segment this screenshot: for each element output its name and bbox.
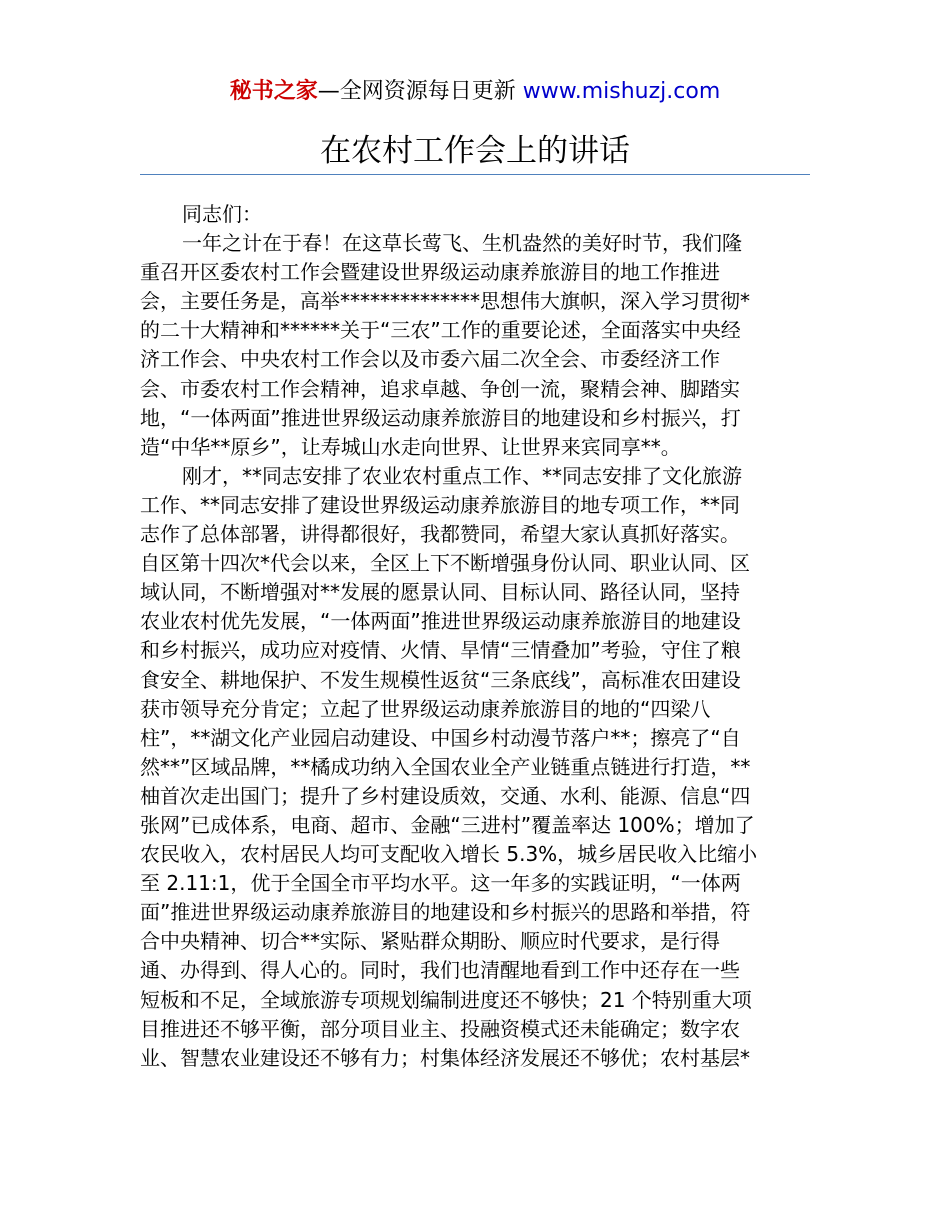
body-line: 重召开区委农村工作会暨建设世界级运动康养旅游目的地工作推进 [140, 260, 720, 285]
body-line: 刚才，**同志安排了农业农村重点工作、**同志安排了文化旅游 [182, 463, 742, 488]
body-line: 业、智慧农业建设还不够有力；村集体经济发展还不够优；农村基层* [140, 1045, 750, 1070]
body-line: 的二十大精神和******关于“三农”工作的重要论述，全面落实中央经 [140, 318, 741, 343]
body-line: 面”推进世界级运动康养旅游目的地建设和乡村振兴的思路和举措，符 [140, 900, 751, 925]
body-line: 食安全、耕地保护、不发生规模性返贫“三条底线”，高标准农田建设 [140, 667, 741, 692]
body-line: 目推进还不够平衡，部分项目业主、投融资模式还未能确定；数字农 [140, 1016, 740, 1041]
body-line: 域认同，不断增强对**发展的愿景认同、目标认同、路径认同，坚持 [140, 580, 740, 605]
body-line: 获市领导充分肯定；立起了世界级运动康养旅游目的地的“四梁八 [140, 696, 711, 721]
body-line: 会，主要任务是，高举**************思想伟大旗帜，深入学习贯彻* [140, 289, 750, 314]
body-line: 自区第十四次*代会以来，全区上下不断增强身份认同、职业认同、区 [140, 551, 750, 576]
body-line: 一年之计在于春！在这草长莺飞、生机盎然的美好时节，我们隆 [182, 231, 742, 256]
body-line: 同志们： [182, 202, 262, 226]
body-line: 柱”，**湖文化产业园启动建设、中国乡村动漫节落户**；擦亮了“自 [140, 725, 741, 750]
site-url-link[interactable]: www.mishuzj.com [522, 79, 721, 104]
body-line: 农业农村优先发展，“一体两面”推进世界级运动康养旅游目的地建设 [140, 609, 741, 634]
body-line: 通、办得到、得人心的。同时，我们也清醒地看到工作中还存在一些 [140, 958, 740, 983]
document-body [140, 200, 812, 1073]
body-line: 志作了总体部署，讲得都很好，我都赞同，希望大家认真抓好落实。 [140, 522, 740, 547]
body-line: 农民收入，农村居民人均可支配收入增长 5.3%，城乡居民收入比缩小 [140, 842, 758, 867]
title-divider [140, 174, 810, 175]
body-line: 柚首次走出国门；提升了乡村建设质效，交通、水利、能源、信息“四 [140, 783, 751, 808]
body-line: 济工作会、中央农村工作会以及市委六届二次全会、市委经济工作 [140, 347, 720, 372]
body-line: 然**”区域品牌，**橘成功纳入全国农业全产业链重点链进行打造，** [140, 754, 751, 779]
document-title: 在农村工作会上的讲话 [320, 133, 630, 169]
body-line: 短板和不足，全域旅游专项规划编制进度还不够快；21 个特别重大项 [140, 987, 752, 1012]
body-line: 和乡村振兴，成功应对疫情、火情、旱情“三情叠加”考验，守住了粮 [140, 638, 741, 663]
banner-tagline: —全网资源每日更新 [317, 79, 523, 104]
body-line: 张网”已成体系，电商、超市、金融“三进村”覆盖率达 100%；增加了 [140, 812, 755, 837]
body-line: 至 2.11:1，优于全国全市平均水平。这一年多的实践证明，“一体两 [140, 871, 741, 896]
body-line: 工作、**同志安排了建设世界级运动康养旅游目的地专项工作，**同 [140, 492, 740, 517]
body-line: 合中央精神、切合**实际、紧贴群众期盼、顺应时代要求，是行得 [140, 929, 720, 954]
body-line: 地，“一体两面”推进世界级运动康养旅游目的地建设和乡村振兴，打 [140, 405, 741, 430]
body-line: 造“中华**原乡”，让寿城山水走向世界、让世界来宾同享**。 [140, 434, 681, 459]
body-line: 会、市委农村工作会精神，追求卓越、争创一流，聚精会神、脚踏实 [140, 376, 740, 401]
brand-name: 秘书之家 [229, 79, 318, 104]
site-banner [0, 76, 950, 108]
